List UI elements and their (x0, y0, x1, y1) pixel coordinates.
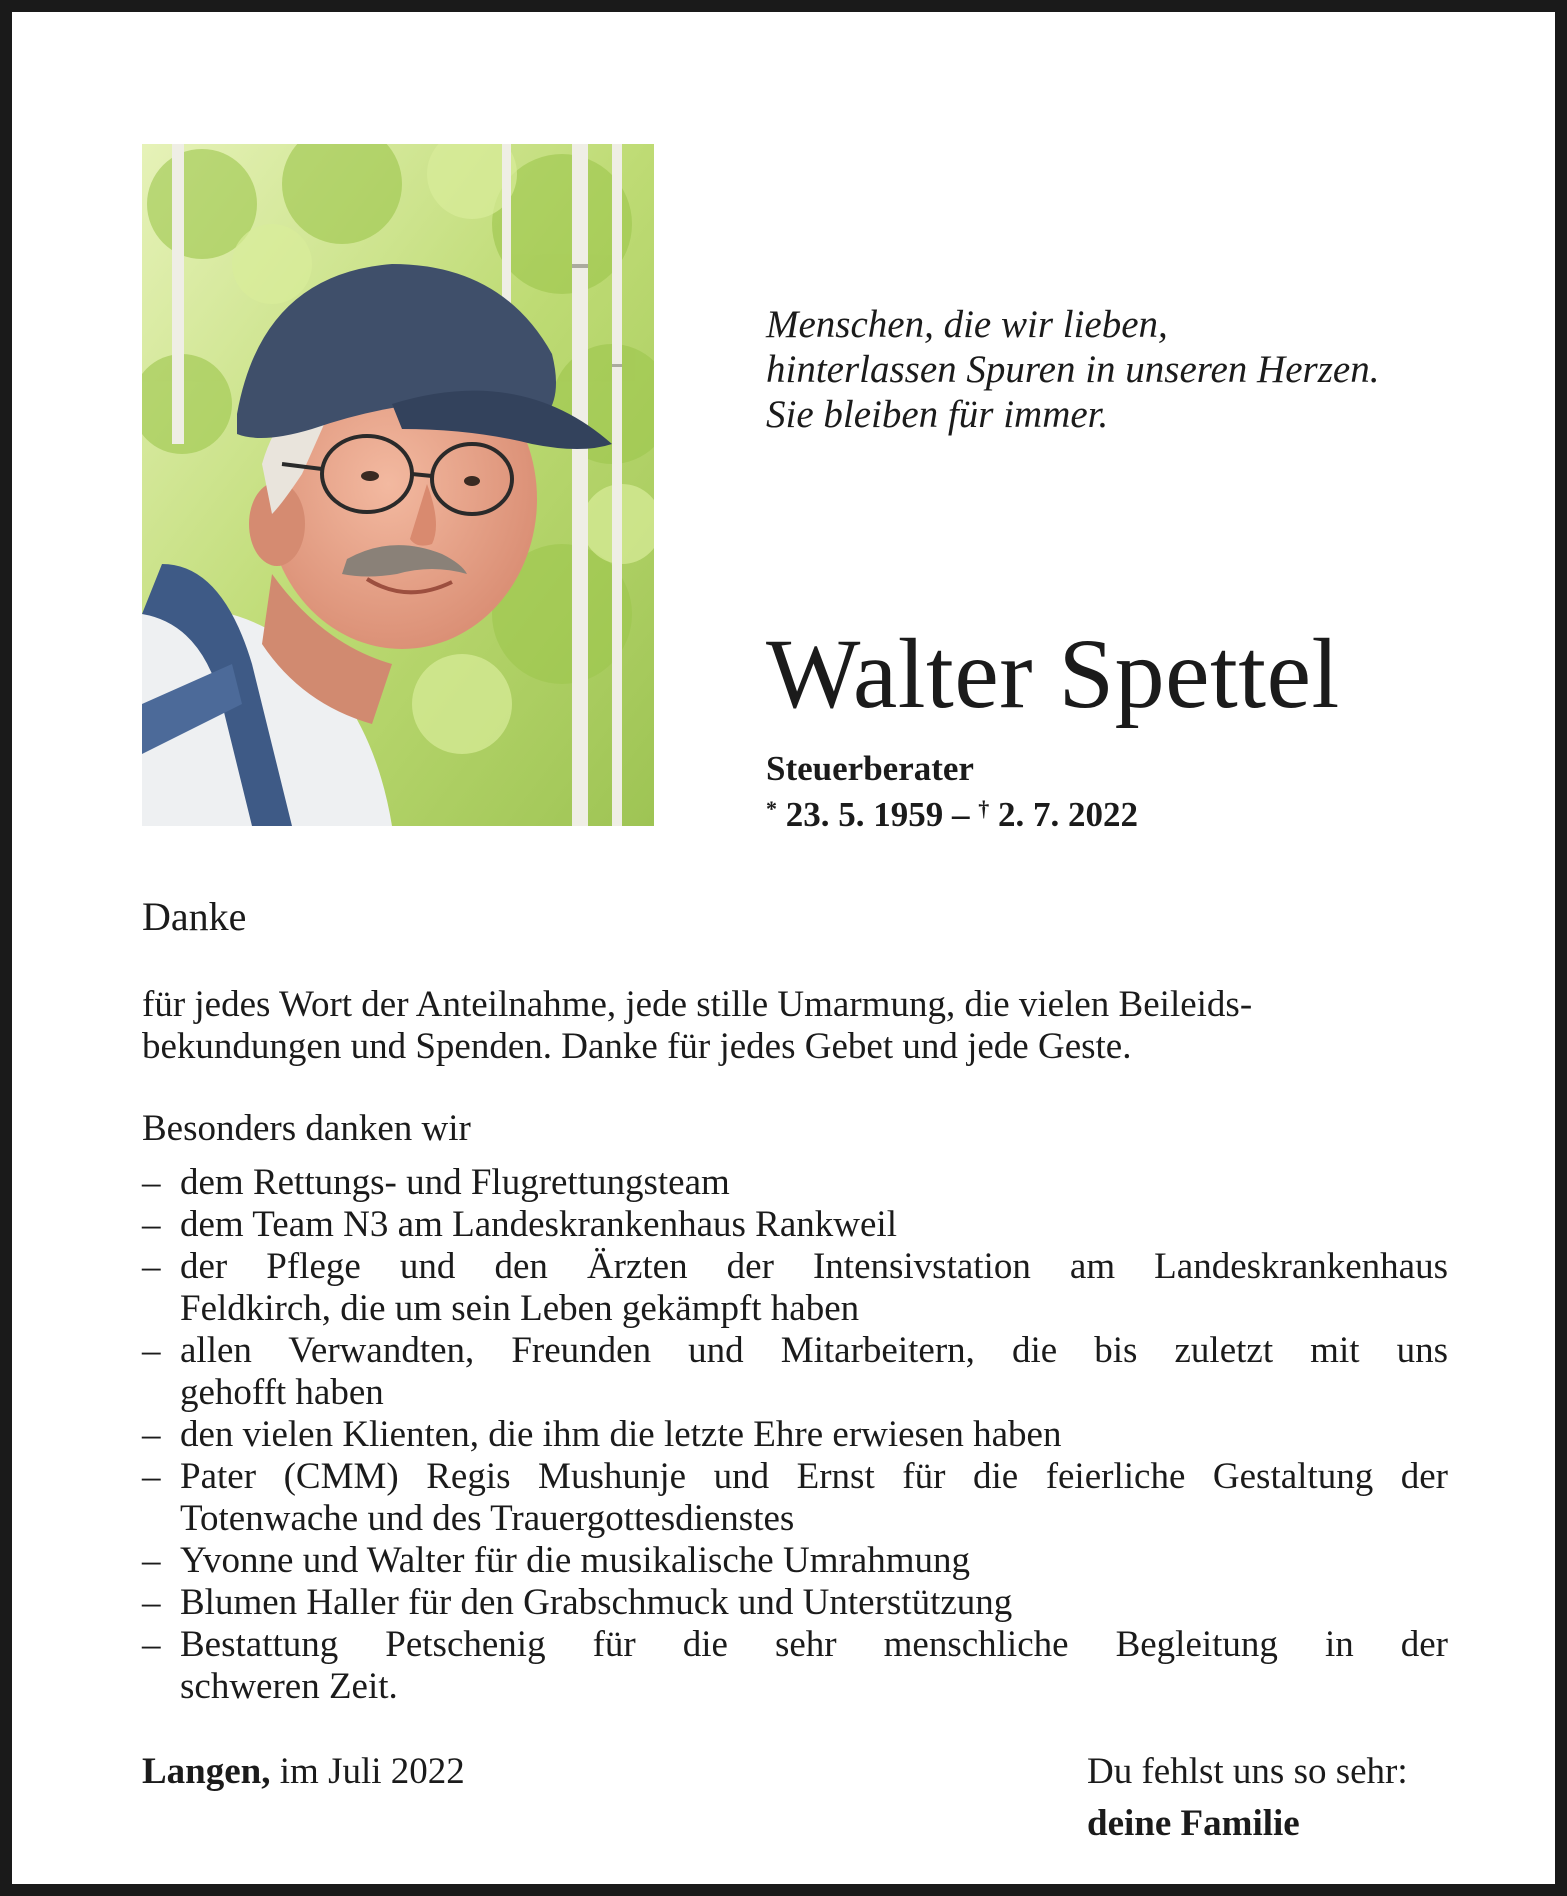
death-date: 2. 7. 2022 (998, 795, 1138, 834)
memorial-quote (766, 302, 1486, 437)
list-item (142, 1330, 1448, 1414)
deceased-profession: Steuerberater (766, 749, 974, 788)
place-date (142, 1750, 465, 1794)
thanks-intro: Besonders danken wir (142, 1108, 471, 1149)
thanks-heading: Danke (142, 894, 247, 939)
list-bullet: – (142, 1330, 161, 1371)
list-item-line: dem Team N3 am Landeskrankenhaus Rankweil (180, 1204, 897, 1245)
list-bullet: – (142, 1162, 161, 1203)
list-item (142, 1246, 1448, 1330)
list-bullet: – (142, 1414, 161, 1455)
list-item-line: Yvonne und Walter für die musikalische Umrahmung (180, 1540, 971, 1581)
list-bullet: – (142, 1246, 161, 1287)
quote-line: hinterlassen Spuren in unseren Herzen. (766, 348, 1380, 391)
list-item (142, 1582, 1448, 1624)
list-item-line: Totenwache und des Trauergottesdienstes (180, 1498, 795, 1539)
list-item (142, 1624, 1448, 1708)
list-item (142, 1204, 1448, 1246)
list-item-line: gehofft haben (180, 1372, 384, 1413)
list-item-line: dem Rettungs- und Flugrettungsteam (180, 1162, 730, 1203)
list-item-line: Blumen Haller für den Grabschmuck und Unterstützung (180, 1582, 1013, 1623)
quote-line: Menschen, die wir lieben, (766, 303, 1168, 346)
list-bullet: – (142, 1456, 161, 1497)
list-item (142, 1456, 1448, 1540)
list-item-line: der Pflege und den Ärzten der Intensivstation am Landeskrankenhaus (180, 1246, 1448, 1287)
thanks-list (142, 1162, 1448, 1708)
list-item-line: allen Verwandten, Freunden und Mitarbeitern, die bis zuletzt mit uns (180, 1330, 1448, 1371)
list-item-line: schweren Zeit. (180, 1666, 398, 1707)
list-item-line: den vielen Klienten, die ihm die letzte Ehre erwiesen haben (180, 1414, 1062, 1455)
list-bullet: – (142, 1540, 161, 1581)
date-separator: – (952, 795, 970, 834)
life-dates (766, 794, 1138, 836)
list-bullet: – (142, 1624, 161, 1665)
deceased-name: Walter Spettel (766, 618, 1340, 729)
birth-date: 23. 5. 1959 (785, 795, 944, 834)
place-name: Langen, (142, 1751, 271, 1792)
list-item (142, 1540, 1448, 1582)
list-item-line: Pater (CMM) Regis Mushunje und Ernst für die feierliche Gestaltung der (180, 1456, 1448, 1497)
list-bullet: – (142, 1204, 161, 1245)
list-item-line: Bestattung Petschenig für die sehr menschliche Begleitung in der (180, 1624, 1448, 1665)
quote-line: Sie bleiben für immer. (766, 393, 1109, 436)
family-signature: deine Familie (1087, 1803, 1300, 1844)
paragraph-line: für jedes Wort der Anteilnahme, jede stille Umarmung, die vielen Beileids- (142, 984, 1253, 1025)
death-symbol: † (978, 796, 990, 821)
list-item (142, 1414, 1448, 1456)
month-year: im Juli 2022 (279, 1751, 465, 1792)
list-bullet: – (142, 1582, 161, 1623)
list-item-line: Feldkirch, die um sein Leben gekämpft haben (180, 1288, 860, 1329)
thanks-paragraph (142, 984, 1448, 1068)
list-item (142, 1162, 1448, 1204)
birth-symbol: * (766, 796, 777, 821)
paragraph-line: bekundungen und Spenden. Danke für jedes Gebet und jede Geste. (142, 1026, 1132, 1067)
signoff-line: Du fehlst uns so sehr: (1087, 1751, 1408, 1792)
portrait-photo (142, 144, 654, 826)
